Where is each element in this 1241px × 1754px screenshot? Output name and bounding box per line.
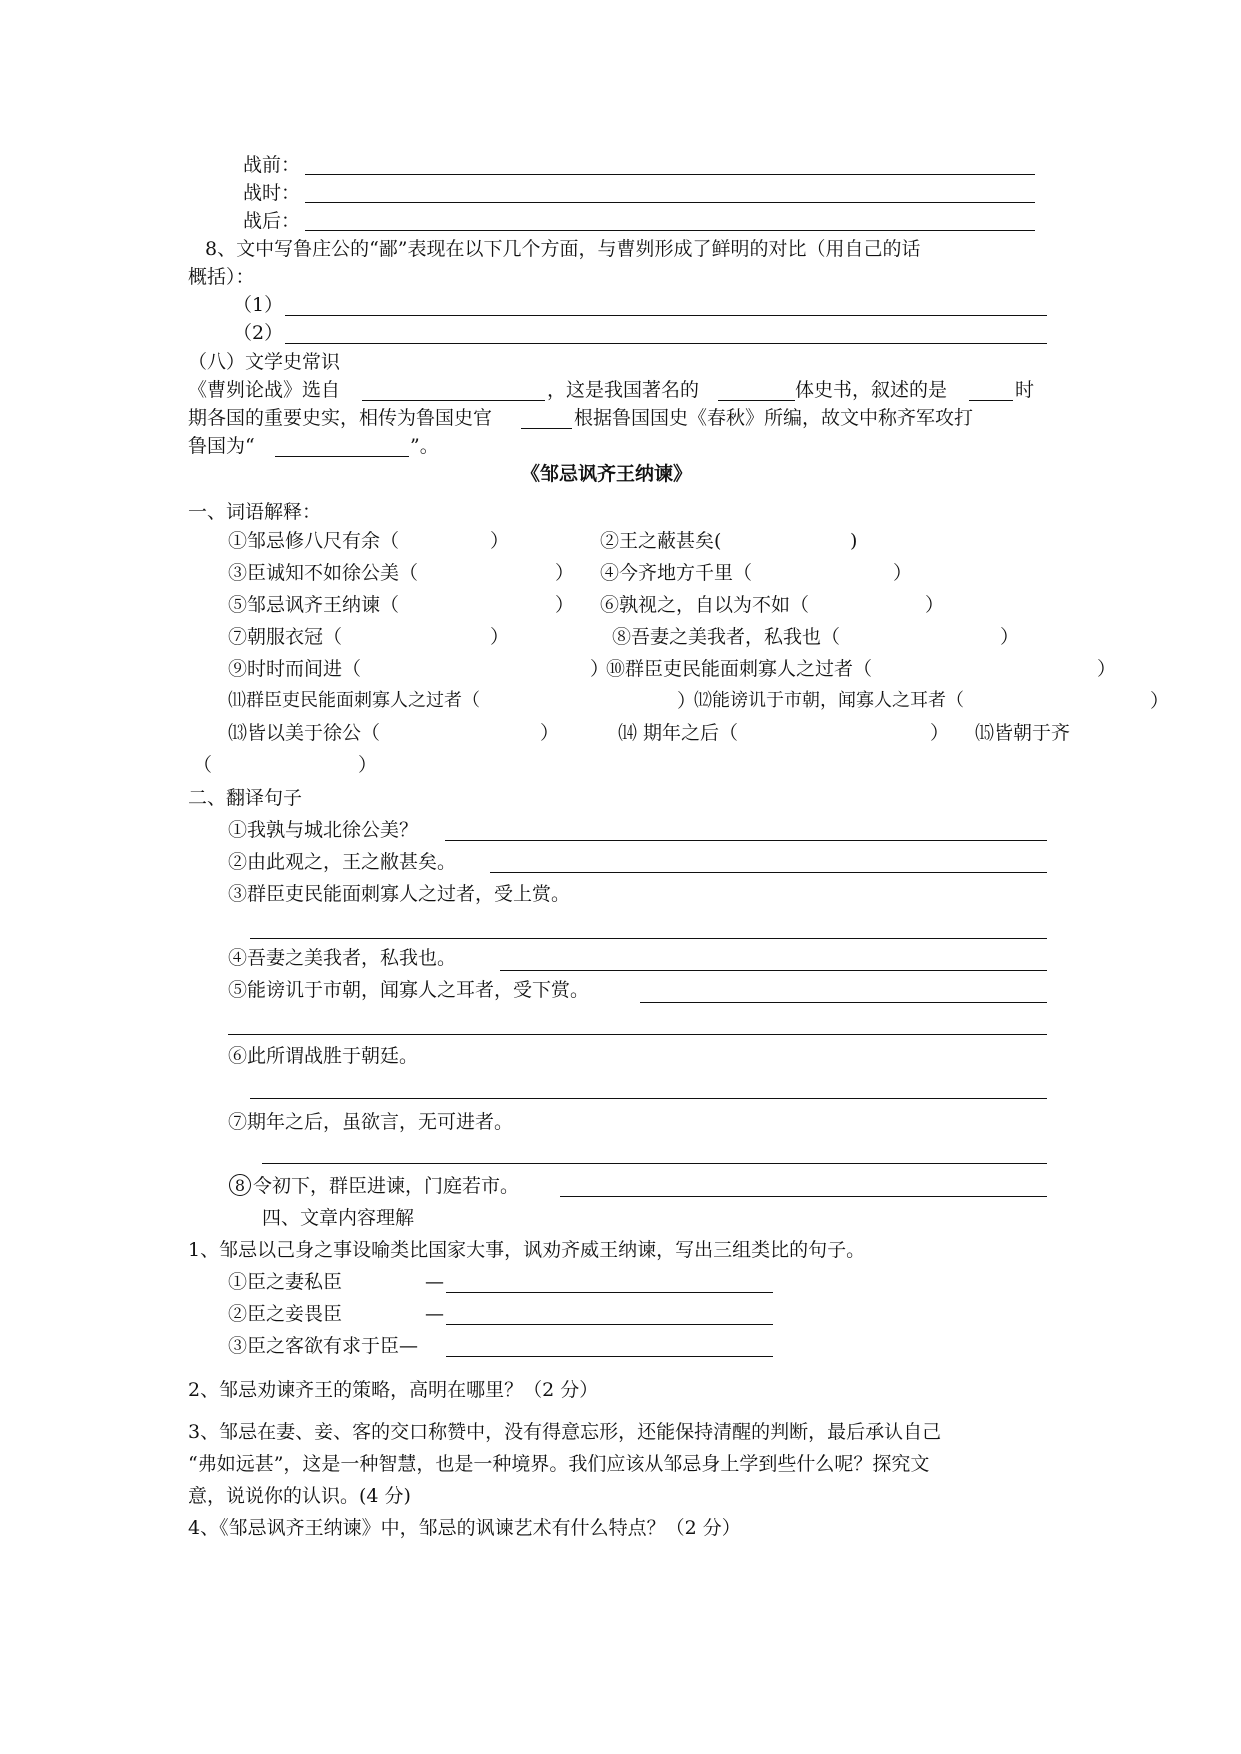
lit-text: 期各国的重要史实，相传为鲁国史官	[188, 407, 493, 429]
vocab-paren: ）	[490, 626, 510, 648]
vocab-paren: ）	[1097, 658, 1117, 680]
vocab-item: ③臣诚知不如徐公美（	[228, 562, 419, 584]
vocab-paren: ）	[1150, 690, 1170, 712]
vocab-paren: ）	[540, 722, 560, 744]
vocab-item: ②王之蔽甚矣(	[600, 530, 722, 552]
answer-line[interactable]	[228, 1034, 1047, 1035]
vocab-paren: ）	[677, 690, 697, 712]
q8-item1-label: （1）	[233, 294, 284, 316]
content-question: 4、《邹忌讽齐王纳谏》中，邹忌的讽谏艺术有什么特点？（2 分）	[188, 1517, 741, 1539]
vocab-item: ⑿能谤讥于市朝，闻寡人之耳者（	[694, 690, 964, 711]
vocab-item: ⑥孰视之，自以为不如（	[600, 594, 810, 616]
lit-text: 时	[1015, 379, 1035, 401]
battle-during-label: 战时：	[243, 182, 301, 204]
lit-text: ，这是我国著名的	[547, 379, 700, 401]
lit-heading: （八）文学史常识	[188, 351, 341, 373]
battle-before-label: 战前：	[243, 154, 301, 176]
vocab-paren: （	[193, 754, 213, 776]
answer-line[interactable]	[446, 1356, 773, 1357]
analogy-dash: —	[425, 1271, 444, 1293]
content-question: “弗如远甚”，这是一种智慧，也是一种境界。我们应该从邹忌身上学到些什么呢？探究文	[188, 1453, 930, 1475]
answer-line[interactable]	[640, 1002, 1047, 1003]
answer-line[interactable]	[446, 1292, 773, 1293]
answer-line[interactable]	[560, 1196, 1047, 1197]
battle-after-label: 战后：	[243, 210, 301, 232]
analogy-item: ①臣之妻私臣	[228, 1271, 343, 1293]
vocab-paren: ）	[893, 562, 913, 584]
answer-line[interactable]	[305, 202, 1035, 203]
answer-line[interactable]	[250, 938, 1047, 939]
blank[interactable]	[718, 400, 795, 401]
vocab-item: ⑨时时而间进（	[228, 658, 362, 680]
translate-sentence: ④吾妻之美我者，私我也。	[228, 947, 457, 969]
vocab-paren: ）	[358, 754, 378, 776]
vocab-item: ⑤邹忌讽齐王纳谏（	[228, 594, 400, 616]
blank[interactable]	[275, 456, 409, 457]
answer-line[interactable]	[305, 230, 1035, 231]
translate-sentence: ⑤能谤讥于市朝，闻寡人之耳者，受下赏。	[228, 979, 590, 1001]
content-question: 3、邹忌在妻、妾、客的交口称赞中，没有得意忘形，还能保持清醒的判断，最后承认自己	[188, 1421, 942, 1443]
vocab-item: ①邹忌修八尺有余（	[228, 530, 400, 552]
analogy-item: ②臣之妾畏臣	[228, 1303, 343, 1325]
content-question: 1、邹忌以己身之事设喻类比国家大事，讽劝齐威王纳谏，写出三组类比的句子。	[188, 1239, 866, 1261]
lit-text: 《曹刿论战》选自	[188, 379, 341, 401]
content-heading: 四、文章内容理解	[262, 1207, 415, 1229]
answer-line[interactable]	[446, 1324, 773, 1325]
translate-sentence: ③群臣吏民能面刺寡人之过者，受上赏。	[228, 883, 571, 905]
translate-sentence: ⑥此所谓战胜于朝廷。	[228, 1045, 419, 1067]
vocab-paren: ）	[1000, 626, 1020, 648]
answer-line[interactable]	[250, 1098, 1047, 1099]
lit-text: 鲁国为“	[188, 435, 255, 457]
vocab-item: ⒂皆朝于齐	[975, 722, 1071, 744]
translate-sentence: ⑦期年之后，虽欲言，无可进者。	[228, 1111, 514, 1133]
vocab-paren: ）	[590, 658, 610, 680]
vocab-heading: 一、词语解释：	[188, 501, 322, 523]
answer-line[interactable]	[305, 174, 1035, 175]
answer-line[interactable]	[285, 343, 1047, 344]
content-question: 意，说说你的认识。(4 分)	[188, 1485, 411, 1507]
lit-text: 根据鲁国国史《春秋》所编，故文中称齐军攻打	[574, 407, 974, 429]
vocab-item: ⑾群臣吏民能面刺寡人之过者（	[228, 690, 480, 711]
analogy-item: ③臣之客欲有求于臣—	[228, 1335, 419, 1357]
lit-text: 体史书，叙述的是	[795, 379, 948, 401]
answer-line[interactable]	[262, 1163, 1047, 1164]
vocab-item: ⑧吾妻之美我者，私我也（	[612, 626, 841, 648]
analogy-dash: —	[425, 1303, 444, 1325]
vocab-paren: ）	[490, 530, 510, 552]
answer-line[interactable]	[445, 840, 1047, 841]
vocab-paren: ）	[555, 594, 575, 616]
translate-heading: 二、翻译句子	[188, 787, 303, 809]
vocab-item: ⑩群臣吏民能面刺寡人之过者（	[606, 658, 873, 680]
vocab-paren: ）	[930, 722, 950, 744]
vocab-item: ④今齐地方千里（	[600, 562, 753, 584]
answer-line[interactable]	[285, 315, 1047, 316]
vocab-item: ⒁ 期年之后（	[618, 722, 739, 744]
q8-line1: 8、文中写鲁庄公的“鄙”表现在以下几个方面，与曹刿形成了鲜明的对比（用自己的话	[205, 238, 921, 260]
circled-number: 8	[229, 1174, 251, 1196]
section-title: 《邹忌讽齐王纳谏》	[521, 463, 693, 485]
lit-text: ”。	[410, 435, 439, 457]
q8-item2-label: （2）	[233, 322, 284, 344]
vocab-paren: ）	[925, 594, 945, 616]
translate-sentence: ①我孰与城北徐公美？	[228, 819, 419, 841]
vocab-paren: ）	[555, 562, 575, 584]
vocab-item: ⑦朝服衣冠（	[228, 626, 343, 648]
blank[interactable]	[362, 400, 545, 401]
blank[interactable]	[969, 400, 1013, 401]
q8-line2: 概括）：	[188, 266, 255, 288]
vocab-paren: )	[850, 530, 858, 552]
blank[interactable]	[521, 428, 572, 429]
content-question: 2、邹忌劝谏齐王的策略，高明在哪里？（2 分）	[188, 1379, 599, 1401]
answer-line[interactable]	[500, 970, 1047, 971]
translate-sentence: 令初下，群臣进谏，门庭若市。	[253, 1175, 520, 1197]
vocab-item: ⒀皆以美于徐公（	[228, 722, 381, 744]
answer-line[interactable]	[490, 872, 1047, 873]
translate-sentence: ②由此观之，王之敝甚矣。	[228, 851, 457, 873]
